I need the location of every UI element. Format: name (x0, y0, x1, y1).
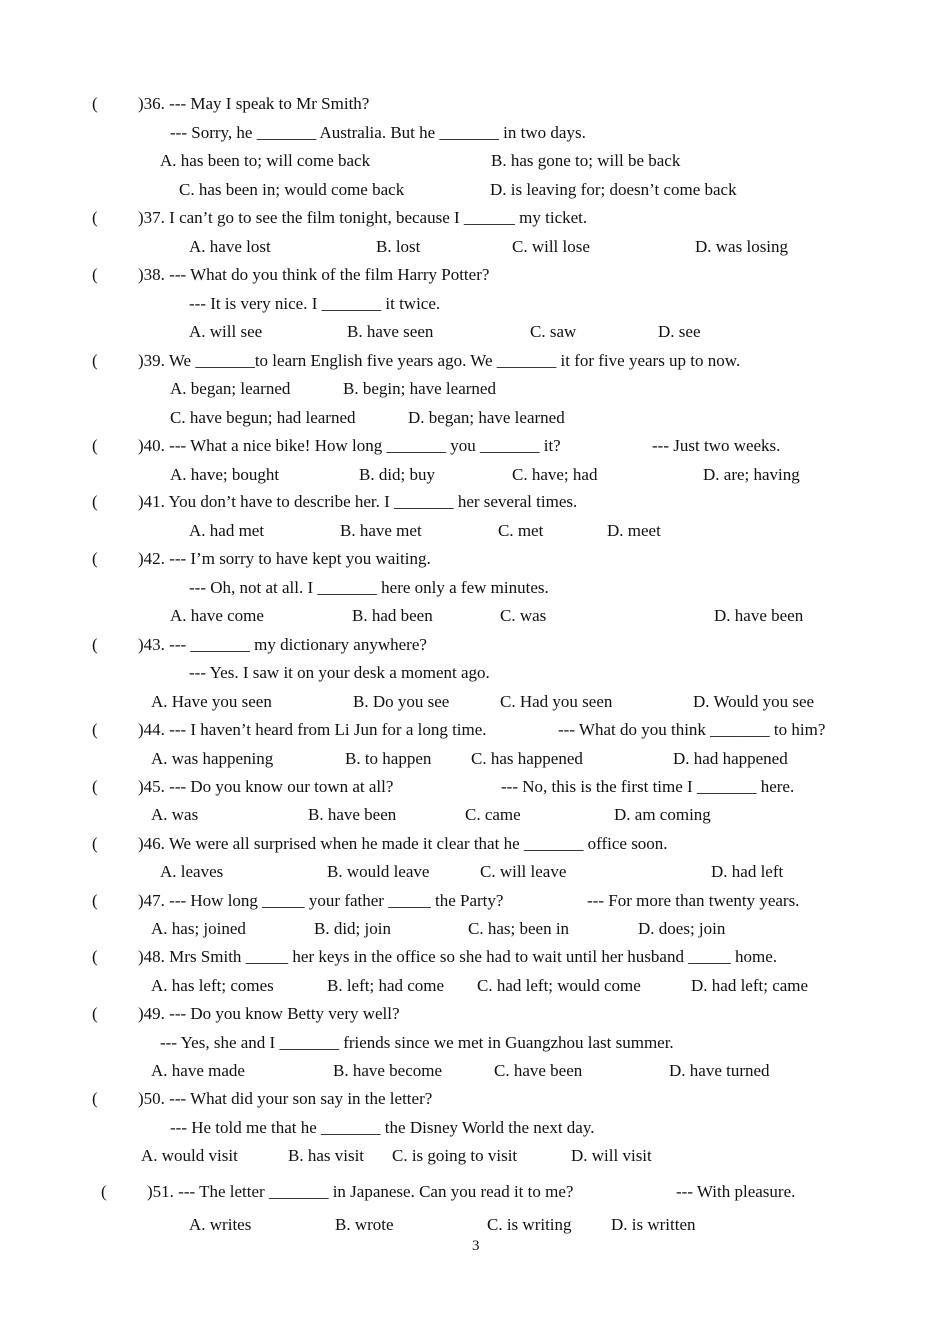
q49-option-d: D. have turned (669, 1061, 770, 1080)
q40-paren: ( (92, 436, 98, 455)
q40-option-a: A. have; bought (170, 465, 280, 484)
q41-option-b: B. have met (340, 521, 422, 540)
q50-stem: )50. --- What did your son say in the letter? (138, 1089, 433, 1108)
q37-option-d: D. was losing (695, 237, 789, 256)
q37-paren: ( (92, 208, 98, 227)
q49-option-c: C. have been (494, 1061, 583, 1080)
q50-option-c: C. is going to visit (392, 1146, 518, 1165)
q38-option-b: B. have seen (347, 322, 434, 341)
q36-option-b: B. has gone to; will be back (491, 151, 681, 170)
q36-paren: ( (92, 94, 98, 113)
q51-stem: )51. --- The letter _______ in Japanese. Can you read it to me? (147, 1182, 574, 1201)
q48-stem: )48. Mrs Smith _____ her keys in the office so she had to wait until her husband _____ home. (138, 947, 777, 966)
q38-option-c: C. saw (530, 322, 577, 341)
q47-option-c: C. has; been in (468, 919, 570, 938)
q50-option-b: B. has visit (288, 1146, 365, 1165)
q43-stem: )43. --- _______ my dictionary anywhere? (138, 635, 427, 654)
q43-paren: ( (92, 635, 98, 654)
q50-option-a: A. would visit (141, 1146, 238, 1165)
q49-option-a: A. have made (151, 1061, 245, 1080)
q47-option-d: D. does; join (638, 919, 726, 938)
q36-stem: )36. --- May I speak to Mr Smith? (138, 94, 370, 113)
q48-option-d: D. had left; came (691, 976, 809, 995)
q47-paren: ( (92, 891, 98, 910)
q36-option-a: A. has been to; will come back (160, 151, 371, 170)
q47-option-b: B. did; join (314, 919, 391, 938)
q49-stem: )49. --- Do you know Betty very well? (138, 1004, 400, 1023)
q40-option-d: D. are; having (703, 465, 800, 484)
q44-stem: )44. --- I haven’t heard from Li Jun for a long time. (138, 720, 487, 739)
q41-option-d: D. meet (607, 521, 661, 540)
q50-paren: ( (92, 1089, 98, 1108)
q51-paren: ( (101, 1182, 107, 1201)
q42-option-a: A. have come (170, 606, 264, 625)
q39-stem: )39. We _______to learn English five years ago. We _______ it for five years up to now. (138, 351, 741, 370)
q36-option-d: D. is leaving for; doesn’t come back (490, 180, 737, 199)
q40-stem: )40. --- What a nice bike! How long _______ you _______ it? (138, 436, 561, 455)
q46-option-b: B. would leave (327, 862, 430, 881)
q51-option-a: A. writes (189, 1215, 252, 1234)
q43-cont: --- Yes. I saw it on your desk a moment ago. (189, 663, 490, 682)
q41-paren: ( (92, 492, 98, 511)
q37-stem: )37. I can’t go to see the film tonight, because I ______ my ticket. (138, 208, 588, 227)
q36-cont: --- Sorry, he _______ Australia. But he _______ in two days. (170, 123, 586, 142)
q49-cont: --- Yes, she and I _______ friends since we met in Guangzhou last summer. (160, 1033, 674, 1052)
q51-option-b: B. wrote (335, 1215, 394, 1234)
q48-option-a: A. has left; comes (151, 976, 274, 995)
page-number: 3 (472, 1238, 480, 1254)
q45-stem: )45. --- Do you know our town at all? (138, 777, 394, 796)
q51-option-d: D. is written (611, 1215, 696, 1234)
q41-stem: )41. You don’t have to describe her. I _______ her several times. (138, 492, 578, 511)
q51-option-c: C. is writing (487, 1215, 572, 1234)
q49-paren: ( (92, 1004, 98, 1023)
q39-option-b: B. begin; have learned (343, 379, 496, 398)
q39-paren: ( (92, 351, 98, 370)
q46-option-a: A. leaves (160, 862, 224, 881)
q40-option-b: B. did; buy (359, 465, 436, 484)
q45-paren: ( (92, 777, 98, 796)
q36-option-c: C. has been in; would come back (179, 180, 405, 199)
q46-option-d: D. had left (711, 862, 784, 881)
q47-stem: )47. --- How long _____ your father _____ the Party? (138, 891, 504, 910)
q37-option-a: A. have lost (189, 237, 271, 256)
q41-option-a: A. had met (189, 521, 265, 540)
q39-option-c: C. have begun; had learned (170, 408, 356, 427)
q50-cont: --- He told me that he _______ the Disney World the next day. (170, 1118, 595, 1137)
q45-option-d: D. am coming (614, 805, 711, 824)
q45-option-c: C. came (465, 805, 521, 824)
q38-option-a: A. will see (189, 322, 263, 341)
q39-option-a: A. began; learned (170, 379, 291, 398)
q44-paren: ( (92, 720, 98, 739)
q49-option-b: B. have become (333, 1061, 443, 1080)
q43-option-d: D. Would you see (693, 692, 815, 711)
q48-option-b: B. left; had come (327, 976, 445, 995)
q44-option-c: C. has happened (471, 749, 583, 768)
q48-option-c: C. had left; would come (477, 976, 641, 995)
q44-option-a: A. was happening (151, 749, 274, 768)
q46-stem: )46. We were all surprised when he made it clear that he _______ office soon. (138, 834, 668, 853)
q46-paren: ( (92, 834, 98, 853)
q45-option-b: B. have been (308, 805, 397, 824)
q40-option-c: C. have; had (512, 465, 598, 484)
q38-option-d: D. see (658, 322, 701, 341)
q44-option-d: D. had happened (673, 749, 788, 768)
q40-reply: --- Just two weeks. (652, 436, 781, 455)
q43-option-b: B. Do you see (353, 692, 450, 711)
q37-option-c: C. will lose (512, 237, 590, 256)
q44-option-b: B. to happen (345, 749, 432, 768)
q42-paren: ( (92, 549, 98, 568)
q43-option-a: A. Have you seen (151, 692, 272, 711)
q41-option-c: C. met (498, 521, 544, 540)
q39-option-d: D. began; have learned (408, 408, 565, 427)
q47-option-a: A. has; joined (151, 919, 246, 938)
q43-option-c: C. Had you seen (500, 692, 613, 711)
q38-cont: --- It is very nice. I _______ it twice. (189, 294, 441, 313)
q46-option-c: C. will leave (480, 862, 567, 881)
q42-option-b: B. had been (352, 606, 433, 625)
q48-paren: ( (92, 947, 98, 966)
q45-reply: --- No, this is the first time I _______ here. (501, 777, 795, 796)
q42-option-c: C. was (500, 606, 547, 625)
q42-cont: --- Oh, not at all. I _______ here only a few minutes. (189, 578, 549, 597)
q45-option-a: A. was (151, 805, 199, 824)
q37-option-b: B. lost (376, 237, 421, 256)
q51-reply: --- With pleasure. (676, 1182, 796, 1201)
q50-option-d: D. will visit (571, 1146, 652, 1165)
q42-stem: )42. --- I’m sorry to have kept you waiting. (138, 549, 431, 568)
q42-option-d: D. have been (714, 606, 804, 625)
q38-paren: ( (92, 265, 98, 284)
q38-stem: )38. --- What do you think of the film Harry Potter? (138, 265, 490, 284)
q44-reply: --- What do you think _______ to him? (558, 720, 826, 739)
q47-reply: --- For more than twenty years. (587, 891, 800, 910)
